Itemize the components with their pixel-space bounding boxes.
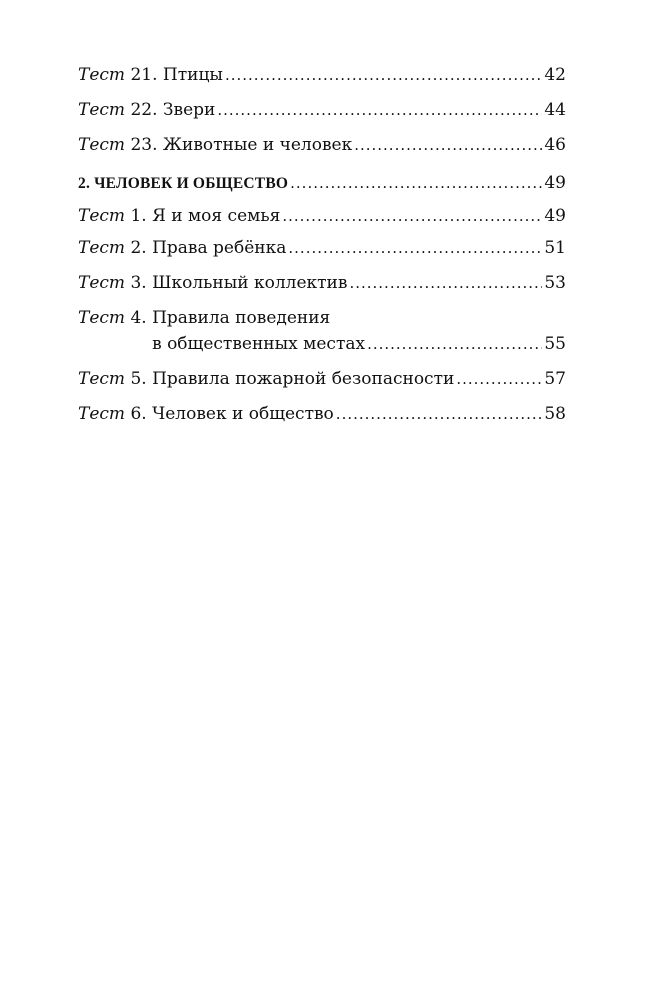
toc-entry-title: Звери	[162, 100, 216, 120]
toc-leader-dots	[367, 331, 542, 357]
section-title: 2. ЧЕЛОВЕК И ОБЩЕСТВО	[78, 175, 289, 192]
toc-entry-number: 23.	[130, 135, 158, 155]
toc-entry-prefix	[78, 366, 152, 392]
toc-entry-label: Тест	[78, 404, 126, 424]
toc-section-heading	[78, 170, 566, 197]
toc-entry-prefix	[78, 270, 152, 296]
toc-entry-title: Школьный коллектив	[152, 273, 348, 293]
toc-entry-page: 57	[544, 369, 566, 389]
toc-entry-title: Животные и человек	[162, 135, 353, 155]
toc-leader-dots	[336, 401, 543, 427]
toc-entry-label: Тест	[78, 273, 126, 293]
toc-entry-number: 6.	[130, 404, 147, 424]
toc-entry-page: 46	[544, 135, 566, 155]
toc-entry-label: Тест	[78, 308, 126, 328]
toc-entry-title: Я и моя семья	[152, 206, 281, 226]
toc-entry-label: Тест	[78, 135, 126, 155]
toc-leader-dots	[282, 203, 542, 229]
toc-entry-test-23	[78, 132, 566, 158]
toc-entry-page: 44	[544, 100, 566, 120]
toc-leader-dots	[456, 366, 542, 392]
toc-entry-label: Тест	[78, 65, 126, 85]
toc-entry-test-21	[78, 62, 566, 88]
toc-entry-number: 2.	[130, 238, 147, 258]
toc-entry-test-5	[78, 366, 566, 392]
toc-entry-page: 53	[544, 273, 566, 293]
toc-leader-dots	[290, 170, 542, 196]
toc-entry-label: Тест	[78, 369, 126, 389]
toc-entry-page: 49	[544, 206, 566, 226]
toc-entry-prefix	[78, 97, 163, 123]
toc-entry-number: 22.	[130, 100, 158, 120]
toc-entry-title: Права ребёнка	[152, 238, 287, 258]
toc-leader-dots	[349, 270, 542, 296]
toc-entry-page: 42	[544, 65, 566, 85]
toc-entry-number: 5.	[130, 369, 147, 389]
toc-entry-prefix	[78, 401, 152, 427]
section-page: 49	[544, 173, 566, 193]
toc-entry-label: Тест	[78, 238, 126, 258]
toc-entry-title: Правила пожарной безопасности	[152, 369, 455, 389]
toc-entry-test-4	[78, 305, 566, 357]
toc-entry-number: 1.	[130, 206, 147, 226]
toc-leader-dots	[225, 62, 542, 88]
toc-entry-test-1	[78, 203, 566, 229]
toc-entry-prefix	[78, 235, 152, 261]
toc-entry-label: Тест	[78, 206, 126, 226]
toc-entry-prefix	[78, 132, 163, 158]
toc-entry-title: Птицы	[162, 65, 223, 85]
toc-entry-prefix	[78, 305, 152, 331]
toc-leader-dots	[354, 132, 542, 158]
toc-entry-label: Тест	[78, 100, 126, 120]
toc-leader-dots	[288, 235, 542, 261]
toc-entry-number: 3.	[130, 273, 147, 293]
toc-entry-page: 58	[544, 404, 566, 424]
toc-entry-prefix	[78, 62, 163, 88]
toc-entry-title: Человек и общество	[152, 404, 334, 424]
toc-entry-title-line2: в общественных местах	[152, 334, 366, 354]
toc-entry-number: 4.	[130, 308, 147, 328]
toc-entry-prefix	[78, 203, 152, 229]
table-of-contents	[78, 62, 566, 436]
toc-entry-test-6	[78, 401, 566, 427]
toc-entry-title-line1: Правила поведения	[152, 308, 331, 328]
toc-entry-number: 21.	[130, 65, 158, 85]
toc-entry-test-2	[78, 235, 566, 261]
toc-entry-test-3	[78, 270, 566, 296]
toc-entry-page: 55	[544, 334, 566, 354]
toc-entry-test-22	[78, 97, 566, 123]
toc-entry-page: 51	[544, 238, 566, 258]
toc-leader-dots	[217, 97, 542, 123]
